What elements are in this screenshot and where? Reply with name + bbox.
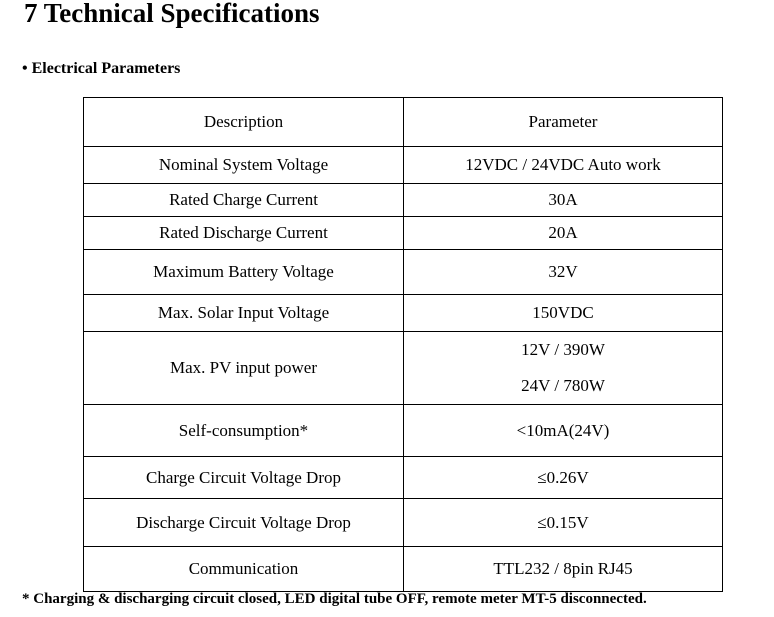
table-row (84, 499, 723, 547)
row-parameter: 32V (404, 250, 723, 295)
header-description: Description (84, 98, 404, 147)
row-parameter: ≤0.15V (404, 499, 723, 547)
table-row (84, 147, 723, 184)
row-parameter: 12VDC / 24VDC Auto work (404, 147, 723, 184)
footnote: * Charging & discharging circuit closed, LED digital tube OFF, remote meter MT-5 disconnected. (22, 591, 647, 607)
row-parameter: 20A (404, 217, 723, 250)
row-description: Max. Solar Input Voltage (84, 295, 404, 332)
table-row (84, 295, 723, 332)
table-row (84, 405, 723, 457)
table-row (84, 217, 723, 250)
row-description: Discharge Circuit Voltage Drop (84, 499, 404, 547)
subsection-heading: • Electrical Parameters (22, 60, 181, 77)
row-description: Communication (84, 547, 404, 592)
pv-power-line-12v: 12V / 390W (521, 340, 605, 359)
section-title: 7 Technical Specifications (24, 0, 320, 28)
row-description: Rated Discharge Current (84, 217, 404, 250)
header-parameter: Parameter (404, 98, 723, 147)
row-description: Maximum Battery Voltage (84, 250, 404, 295)
row-parameter: 30A (404, 184, 723, 217)
row-parameter: ≤0.26V (404, 457, 723, 499)
row-parameter: 150VDC (404, 295, 723, 332)
table-row (84, 250, 723, 295)
table-row (84, 184, 723, 217)
row-parameter (404, 332, 723, 405)
row-description: Rated Charge Current (84, 184, 404, 217)
table-header-row (84, 98, 723, 147)
electrical-parameters-table (83, 97, 723, 592)
row-description: Charge Circuit Voltage Drop (84, 457, 404, 499)
row-description: Nominal System Voltage (84, 147, 404, 184)
table-row (84, 332, 723, 405)
table-row (84, 457, 723, 499)
row-description: Max. PV input power (84, 332, 404, 405)
row-parameter: TTL232 / 8pin RJ45 (404, 547, 723, 592)
pv-power-line-24v: 24V / 780W (521, 376, 605, 395)
row-parameter: <10mA(24V) (404, 405, 723, 457)
row-description: Self-consumption* (84, 405, 404, 457)
table-row (84, 547, 723, 592)
